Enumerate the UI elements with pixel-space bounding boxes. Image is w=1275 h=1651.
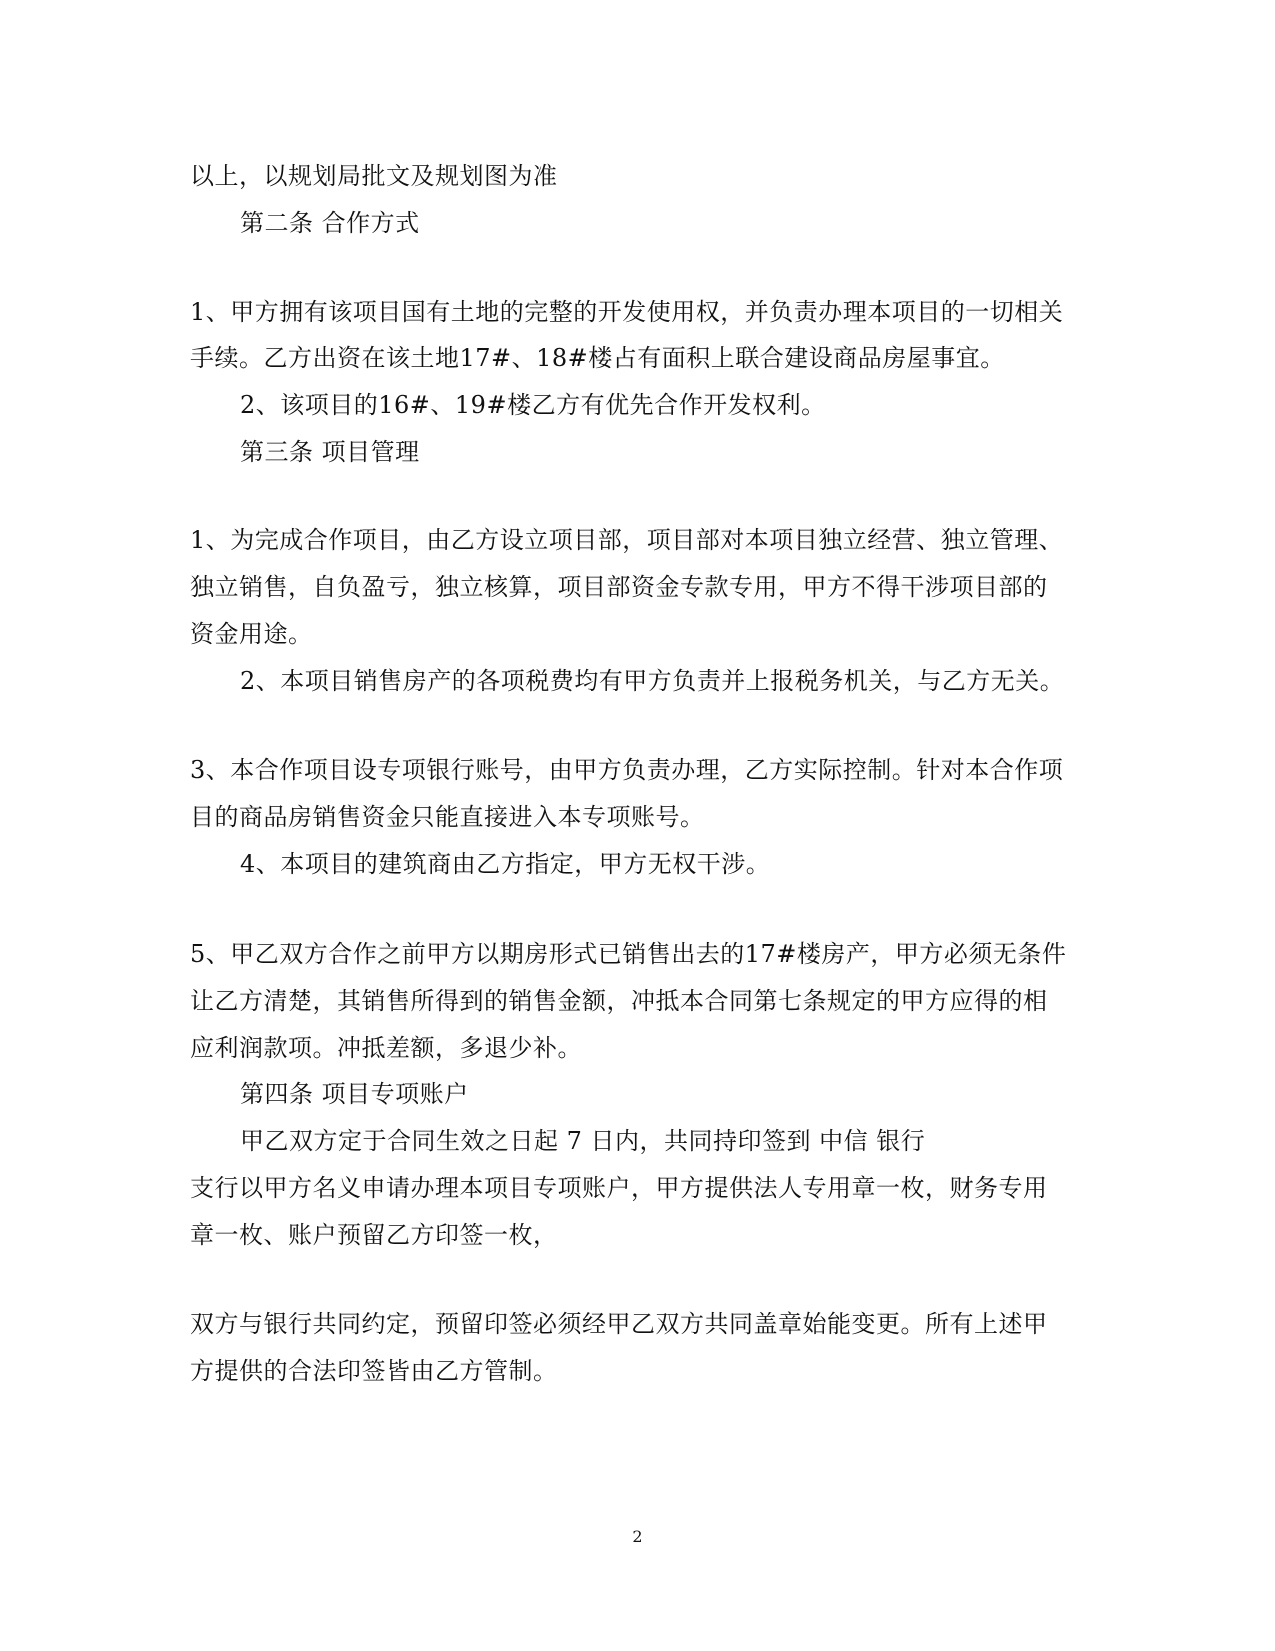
text-line: 独立销售，自负盈亏，独立核算，项目部资金专款专用，甲方不得干涉项目部的 — [190, 573, 1048, 601]
section-heading: 第三条 项目管理 — [240, 438, 420, 466]
text-line: 应利润款项。冲抵差额，多退少补。 — [190, 1034, 582, 1062]
section-heading: 第四条 项目专项账户 — [240, 1080, 469, 1108]
text-line: 手续。乙方出资在该土地17#、18#楼占有面积上联合建设商品房屋事宜。 — [190, 344, 1005, 372]
page-number: 2 — [632, 1527, 643, 1546]
text-line: 5、甲乙双方合作之前甲方以期房形式已销售出去的17#楼房产，甲方必须无条件 — [190, 940, 1067, 968]
section-heading: 第二条 合作方式 — [240, 209, 420, 237]
text-line: 章一枚、账户预留乙方印签一枚， — [190, 1221, 558, 1249]
text-line: 资金用途。 — [190, 620, 313, 648]
text-line: 4、本项目的建筑商由乙方指定，甲方无权干涉。 — [240, 850, 771, 878]
text-line: 目的商品房销售资金只能直接进入本专项账号。 — [190, 803, 705, 831]
text-line: 2、本项目销售房产的各项税费均有甲方负责并上报税务机关，与乙方无关。 — [240, 667, 1065, 695]
text-line: 支行以甲方名义申请办理本项目专项账户，甲方提供法人专用章一枚，财务专用 — [190, 1174, 1048, 1202]
text-line: 1、为完成合作项目，由乙方设立项目部，项目部对本项目独立经营、独立管理、 — [190, 526, 1064, 554]
text-line: 2、该项目的16#、19#楼乙方有优先合作开发权利。 — [240, 391, 826, 419]
text-line: 让乙方清楚，其销售所得到的销售金额，冲抵本合同第七条规定的甲方应得的相 — [190, 987, 1048, 1015]
text-line: 3、本合作项目设专项银行账号，由甲方负责办理，乙方实际控制。针对本合作项 — [190, 756, 1064, 784]
text-line: 甲乙双方定于合同生效之日起 7 日内，共同持印签到 中信 银行 — [240, 1127, 926, 1155]
text-line: 双方与银行共同约定，预留印签必须经甲乙双方共同盖章始能变更。所有上述甲 — [190, 1310, 1048, 1338]
text-line: 1、甲方拥有该项目国有土地的完整的开发使用权，并负责办理本项目的一切相关 — [190, 298, 1064, 326]
text-line: 以上，以规划局批文及规划图为准 — [190, 162, 558, 190]
text-line: 方提供的合法印签皆由乙方管制。 — [190, 1357, 558, 1385]
